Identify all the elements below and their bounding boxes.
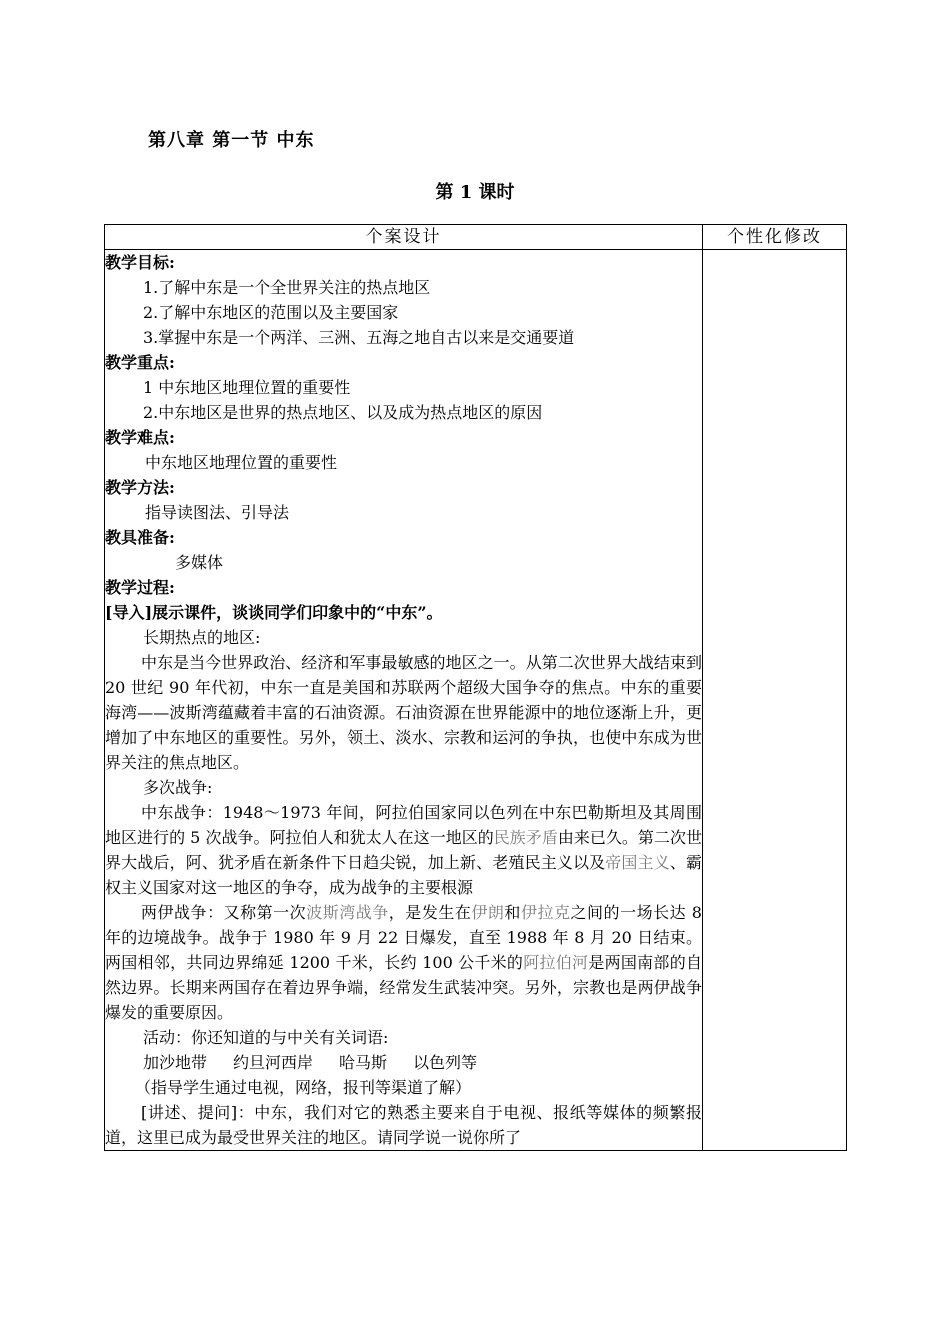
imperialism-link[interactable]: 帝国主义 (605, 853, 670, 872)
arab-river-link[interactable]: 阿拉伯河 (523, 953, 589, 972)
design-cell (105, 250, 703, 1151)
tools-heading: 教具准备: (105, 528, 175, 547)
lesson-title: 第 1 课时 (435, 182, 515, 203)
paragraph-text: ，是发生在 (388, 903, 472, 922)
paragraph-text: 之间的一场长达 8 年的边境战争。战争于 1980 年 9 月 22 日爆发，直至 1988 年 8 月 20 日结束。两国相邻，共同边界绵延 1200 千米，长约 100 公千米的 (105, 903, 702, 972)
iran-link[interactable]: 伊朗 (471, 903, 505, 922)
paragraph-text: 中东战争：1948～1973 年间，阿拉伯国家同以色列在中东巴勒斯坦及其周围地区进行的 5 次战争。阿拉伯人和犹太人在这一地区的 (105, 803, 702, 847)
intro-text: [导入]展示课件，谈谈同学们印象中的“中东”。 (105, 603, 443, 622)
modification-cell[interactable] (703, 250, 847, 1151)
table-row (105, 250, 847, 1151)
term-item: 哈马斯 (339, 1053, 388, 1072)
term-item: 以色列等 (413, 1053, 478, 1072)
goal-item: 3.掌握中东是一个两洋、三洲、五海之地自古以来是交通要道 (143, 328, 575, 347)
key-points-heading: 教学重点: (105, 353, 175, 372)
iran-iraq-war-paragraph (105, 900, 702, 1025)
method-heading: 教学方法: (105, 478, 175, 497)
lesson-plan-table (104, 224, 847, 1151)
paragraph-text: 和 (504, 903, 521, 922)
wars-heading: 多次战争: (143, 778, 213, 797)
middle-east-war-paragraph (105, 800, 702, 900)
goal-item: 1.了解中东是一个全世界关注的热点地区 (143, 278, 431, 297)
column-header-modify: 个性化修改 (703, 225, 847, 250)
goal-item: 2.了解中东地区的范围以及主要国家 (143, 303, 399, 322)
difficulty-heading: 教学难点: (105, 428, 175, 447)
paragraph-text: 、霸权主义国家对这一地区的争夺，成为战争的主要根源 (105, 853, 702, 897)
method-text: 指导读图法、引导法 (145, 503, 290, 522)
lecture-paragraph: [讲述、提问]：中东，我们对它的熟悉主要来自于电视、报纸等媒体的频繁报道，这里已成为最受世界关注的地区。请同学说一说你所了 (105, 1103, 702, 1147)
persian-gulf-war-link[interactable]: 波斯湾战争 (306, 903, 389, 922)
tools-text: 多媒体 (175, 553, 224, 572)
paragraph-text: 两伊战争：又称第一次 (141, 903, 307, 922)
key-point-item: 1 中东地区地理位置的重要性 (143, 378, 351, 397)
iraq-link[interactable]: 伊拉克 (520, 903, 571, 922)
table-header-row (105, 225, 847, 250)
column-header-design: 个案设计 (105, 225, 703, 250)
terms-list (105, 1050, 702, 1075)
paragraph-text: 是两国南部的自然边界。长期来两国存在着边界争端，经常发生武装冲突。另外，宗教也是两伊战争爆发的重要原因。 (105, 953, 702, 1022)
goals-heading: 教学目标: (105, 253, 175, 272)
activity-text: 活动：你还知道的与中关有关词语: (143, 1028, 389, 1047)
key-point-item: 2.中东地区是世界的热点地区、以及成为热点地区的原因 (143, 403, 543, 422)
guide-text: （指导学生通过电视，网络，报刊等渠道了解） (135, 1078, 472, 1097)
hotspot-paragraph: 中东是当今世界政治、经济和军事最敏感的地区之一。从第二次世界大战结束到 20 世纪 90 年代初，中东一直是美国和苏联两个超级大国争夺的焦点。中东的重要海湾——波斯湾蕴藏着丰富的石油资源。石油资源在世界能源中的地位逐渐上升，更增加了中东地区的重要性。另外，领土、淡水、宗教和运河的争执，也使中东成为世界关注的焦点地区。 (105, 653, 702, 772)
chapter-title: 第八章 第一节 中东 (148, 130, 315, 151)
difficulty-text: 中东地区地理位置的重要性 (145, 453, 338, 472)
term-item: 约旦河西岸 (233, 1053, 314, 1072)
hotspot-heading: 长期热点的地区: (143, 628, 261, 647)
paragraph-text: 由来已久。第二次世界大战后，阿、犹矛盾在新条件下日趋尖锐，加上新、老殖民主义以及 (105, 828, 702, 872)
term-item: 加沙地带 (143, 1053, 208, 1072)
ethnic-conflict-link[interactable]: 民族矛盾 (493, 828, 558, 847)
process-heading: 教学过程: (105, 578, 175, 597)
